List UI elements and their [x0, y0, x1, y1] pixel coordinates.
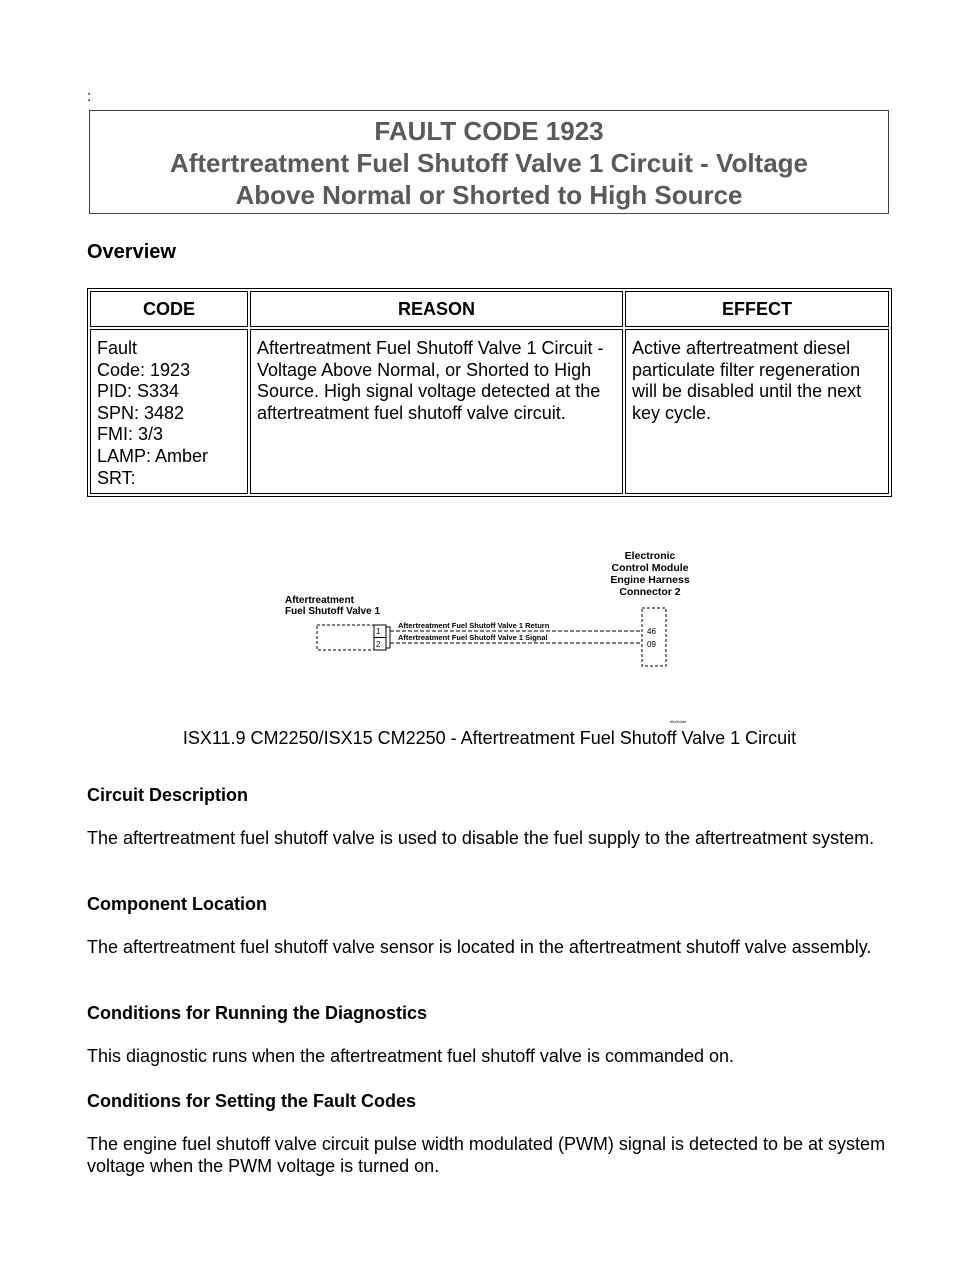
code-line: FMI: 3/3 [97, 424, 164, 445]
pin-2-label: 2 [376, 640, 381, 649]
overview-heading: Overview [87, 241, 176, 263]
code-line: Fault [97, 338, 138, 358]
fault-title-box [89, 110, 889, 214]
code-cell [90, 329, 248, 494]
ecm-label-line: Control Module [611, 562, 689, 574]
return-wire-label: Aftertreatment Fuel Shutoff Valve 1 Return [398, 621, 550, 630]
valve-connector [386, 627, 390, 648]
running-conditions-heading: Conditions for Running the Diagnostics [87, 1003, 427, 1023]
fault-description-line-1: Aftertreatment Fuel Shutoff Valve 1 Circuit - Voltage [169, 148, 809, 178]
setting-conditions-text: The engine fuel shutoff valve circuit pulse width modulated (PWM) signal is detected to be at system voltage when the PWM voltage is turned on. [87, 1134, 886, 1176]
component-location-heading: Component Location [87, 894, 267, 914]
ecm-label-line: Electronic [624, 550, 676, 562]
ecm-connector [642, 608, 666, 666]
code-line: Code: 1923 [97, 359, 191, 380]
circuit-diagram [280, 545, 720, 725]
circuit-description-heading: Circuit Description [87, 785, 249, 805]
pin-1-label: 1 [376, 627, 381, 636]
circuit-description-text: The aftertreatment fuel shutoff valve is used to disable the fuel supply to the aftertreatment system. [87, 828, 875, 848]
valve-label-line: Aftertreatment [285, 595, 354, 606]
header-reason: REASON [250, 291, 623, 327]
ecm-pin-09-label: 09 [647, 640, 656, 649]
diagram-ref-code: t0c0n4ae [670, 719, 687, 724]
setting-conditions-heading: Conditions for Setting the Fault Codes [87, 1091, 416, 1111]
valve-label-line: Fuel Shutoff Valve 1 [285, 606, 381, 617]
ecm-pin-46-label: 46 [647, 627, 656, 636]
code-line: LAMP: Amber [97, 445, 209, 466]
code-line: SRT: [97, 467, 136, 488]
running-conditions-text: This diagnostic runs when the aftertreatment fuel shutoff valve is commanded on. [87, 1046, 735, 1066]
fault-description-line-2: Above Normal or Shorted to High Source [235, 180, 743, 210]
header-code: CODE [90, 291, 248, 327]
ecm-label-line: Engine Harness [610, 574, 690, 586]
header-effect: EFFECT [625, 291, 889, 327]
valve-body [317, 625, 374, 650]
ecm-label-line: Connector 2 [619, 586, 681, 598]
table-row [90, 329, 889, 494]
signal-wire-label: Aftertreatment Fuel Shutoff Valve 1 Signal [398, 633, 548, 642]
effect-cell: Active aftertreatment diesel particulate filter regeneration will be disabled until the next key cycle. [625, 329, 889, 494]
fault-overview-table [87, 288, 892, 497]
diagram-caption: ISX11.9 CM2250/ISX15 CM2250 - Aftertreatment Fuel Shutoff Valve 1 Circuit [182, 728, 797, 748]
fault-code-title: FAULT CODE 1923 [374, 116, 604, 146]
code-line: PID: S334 [97, 381, 180, 402]
code-line: SPN: 3482 [97, 402, 185, 423]
reason-cell: Aftertreatment Fuel Shutoff Valve 1 Circuit - Voltage Above Normal, or Shorted to High Source. High signal voltage detected at the aftertreatment fuel shutoff valve circuit. [250, 329, 623, 494]
table-header-row [90, 291, 889, 327]
component-location-text: The aftertreatment fuel shutoff valve sensor is located in the aftertreatment shutoff valve assembly. [87, 937, 872, 957]
leading-colon: : [87, 88, 92, 105]
